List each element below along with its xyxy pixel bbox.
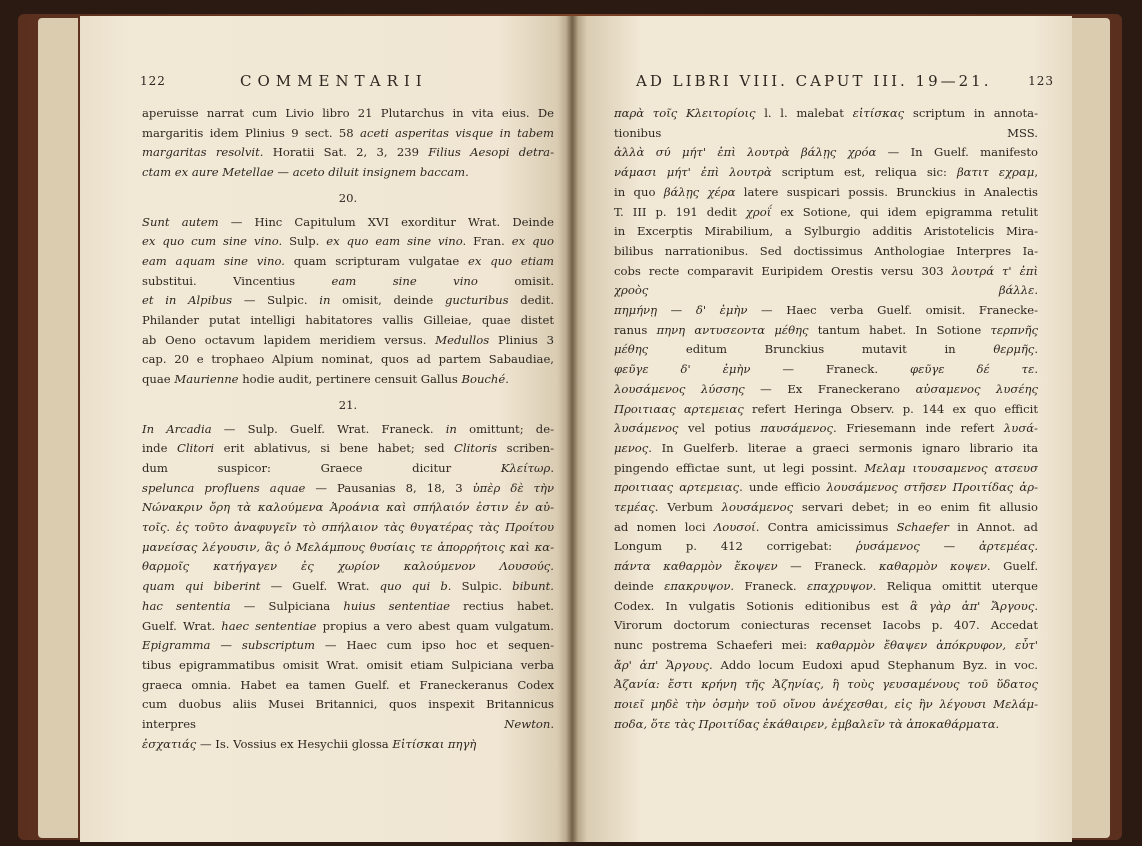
italic-text: εἰτίσκας — [852, 106, 905, 120]
text-line — [142, 163, 554, 183]
text-line — [142, 557, 554, 577]
roman-text: scriptum in annota- — [904, 106, 1038, 120]
text-line — [142, 597, 554, 617]
roman-text: servari debet; in eo enim fit allusio — [793, 500, 1038, 515]
text-line — [142, 370, 554, 390]
section-number — [142, 189, 554, 209]
left-page — [80, 16, 572, 842]
roman-text: substitui. Vincentius — [142, 273, 332, 288]
roman-text: dum suspicor: Graece dicitur — [142, 460, 501, 475]
italic-text: bibunt. — [512, 579, 554, 594]
italic-text: Μελαμ ιτουσαμενος ατσευσ — [864, 460, 1038, 475]
text-line — [142, 331, 554, 351]
text-line — [142, 735, 554, 755]
roman-text: hodie audit, pertinere censuit Gallus — [238, 372, 462, 387]
text-line — [614, 616, 1038, 636]
italic-text: φεῦγε δέ τε — [909, 362, 1035, 377]
text-line — [142, 420, 554, 440]
text-line — [142, 311, 554, 331]
roman-text: — Sulpic. — [232, 293, 320, 308]
italic-text: Λουσοί — [713, 519, 756, 534]
text-line — [142, 479, 554, 499]
roman-text: ad nomen loci — [614, 519, 714, 534]
roman-text: dedit. — [508, 293, 554, 308]
roman-text: Horatii Sat. 2, 3, 239 — [263, 145, 429, 160]
italic-text: in — [319, 293, 331, 308]
text-line — [614, 695, 1038, 715]
italic-text: ἄρ' ἀπ' Ἄργους — [614, 657, 709, 672]
text-line — [614, 597, 1038, 617]
roman-text: . In Guelferb. literae a graeci sermonis ignaro librario ita — [648, 440, 1038, 455]
text-line — [614, 459, 1038, 479]
text-line — [142, 577, 554, 597]
italic-text: Filius Aesopi detra- — [428, 145, 554, 160]
roman-text: . — [550, 460, 554, 475]
roman-text: latere suspicari possis. Brunckius in Analectis — [735, 184, 1038, 199]
text-line — [142, 538, 554, 558]
text-line — [614, 143, 1038, 163]
roman-text: Longum p. 412 corrigebat: — [614, 539, 856, 554]
roman-text: Hinc Capitulum XVI exorditur Wrat. Deinde — [242, 214, 554, 229]
roman-text: — Franeck. — [750, 362, 910, 377]
italic-text: ex quo etiam — [468, 253, 554, 268]
text-line — [614, 577, 1038, 597]
text-line — [142, 252, 554, 272]
text-line — [142, 617, 554, 637]
text-line — [142, 104, 554, 124]
roman-text: . unde efficio — [739, 480, 827, 495]
roman-text: 20. — [338, 190, 358, 205]
roman-text: . Guelf. — [986, 559, 1038, 574]
text-line — [614, 360, 1038, 380]
roman-text: , — [1034, 165, 1038, 180]
roman-text: ranus — [614, 322, 657, 337]
roman-text: . Friesemann inde refert — [832, 421, 1004, 436]
roman-text: . Reliqua omittit uterque — [872, 578, 1038, 593]
text-line — [614, 478, 1038, 498]
roman-text: omisit, deinde — [330, 293, 445, 308]
roman-text: . — [505, 372, 509, 387]
italic-text: Bouché — [461, 372, 506, 387]
text-line — [614, 537, 1038, 557]
roman-text: propius a vero abest quam vulgatum. — [316, 618, 554, 633]
italic-text: huius sententiae — [343, 598, 450, 613]
roman-text: cobs recte comparavit Euripidem Orestis versu 303 — [614, 263, 952, 278]
text-line — [614, 242, 1038, 262]
italic-text: επαχρυψον — [806, 578, 873, 593]
roman-text: cap. 20 e trophaeo Alpium nominat, quos ad partem Sabaudiae, — [142, 352, 554, 367]
text-line — [142, 676, 554, 696]
running-head: AD LIBRI VIII. CAPUT III. 19—21. — [636, 72, 992, 90]
roman-text: Codex. In vulgatis Sotionis editionibus est — [614, 598, 910, 613]
left-page-text — [142, 104, 554, 755]
text-line — [142, 291, 554, 311]
text-line — [142, 498, 554, 518]
italic-text: Κλείτωρ — [500, 460, 551, 475]
text-line — [142, 272, 554, 292]
text-line — [614, 400, 1038, 420]
italic-text: Clitoris — [454, 441, 498, 456]
roman-text: cum duobus aliis Musei Britannici, quos inspexit Britannicus — [142, 697, 554, 712]
italic-text: Ἀζανία: ἔστι κρήνη τῆς Ἀζηνίας, ἣ τοὺς γευσαμένους τοῦ ὕδατος — [614, 677, 1038, 692]
roman-text: refert Heringa Observ. p. 144 ex quo efficit — [743, 401, 1038, 416]
italic-text: gucturibus — [444, 293, 509, 308]
roman-text: 21. — [338, 397, 358, 412]
italic-text: τερπνῆς — [990, 322, 1038, 337]
text-line — [614, 340, 1038, 360]
italic-text: πάντα καθαρμὸν ἔκοψεν — [614, 559, 778, 574]
roman-text: Virorum doctorum coniecturas recenset Iacobs p. 407. Accedat — [614, 618, 1038, 633]
roman-text: rectius habet. — [450, 598, 554, 613]
roman-text: tantum habet. In Sotione — [808, 322, 991, 337]
italic-text: λουτρά τ' ἐπὶ — [951, 263, 1038, 278]
italic-text: ctam ex aure Metellae — aceto diluit insignem baccam. — [142, 165, 469, 180]
italic-text: spelunca profluens aquae — [142, 480, 306, 495]
roman-text: in Annot. ad — [948, 519, 1038, 534]
roman-text: margaritis idem Plinius 9 sect. 58 — [142, 125, 361, 140]
italic-text: Epigramma — subscriptum — [142, 638, 315, 653]
roman-text: — Haec cum ipso hoc et sequen- — [314, 638, 554, 653]
roman-text: . — [550, 717, 554, 732]
text-line — [142, 232, 554, 252]
right-page-text — [614, 104, 1038, 735]
italic-text: καθαρμὸν κοψεν — [878, 559, 987, 574]
roman-text: Sulp. — [282, 234, 327, 249]
italic-text: τεμέας — [614, 500, 655, 515]
italic-text: προιτιαας αρτεμειας — [614, 480, 740, 495]
roman-text: scriptum est, reliqua sic: — [771, 165, 957, 180]
italic-text: Εἰτίσκαι πηγὴ — [392, 736, 477, 751]
italic-text: μενος — [614, 440, 649, 455]
roman-text: vel potius — [678, 421, 761, 436]
roman-text: quam scripturam vulgatae — [284, 253, 469, 268]
italic-text: ῥυσάμενος — ἀρτεμέας — [855, 539, 1035, 554]
roman-text: Guelf. Wrat. — [142, 618, 222, 633]
italic-text: aceti asperitas visque in tabem — [360, 125, 554, 140]
page-number: 123 — [1028, 74, 1054, 88]
roman-text: . — [1034, 362, 1038, 377]
roman-text: . Addo locum Eudoxi apud Stephanum Byz. in voc. — [708, 657, 1038, 672]
italic-text: αὐσαμενος λυσέης — [915, 381, 1038, 396]
text-line — [614, 656, 1038, 676]
roman-text: inde — [142, 441, 177, 456]
text-line — [614, 419, 1038, 439]
italic-text: haec sententiae — [221, 618, 317, 633]
roman-text: — Sulpiciana — [230, 598, 344, 613]
roman-text: . Verbum — [654, 500, 722, 515]
text-line — [614, 380, 1038, 400]
italic-text: βατιτ εχραμ — [956, 165, 1035, 180]
text-line — [614, 321, 1038, 341]
roman-text: . — [1034, 598, 1038, 613]
italic-text: ὑπὲρ δὲ τὴν — [472, 480, 554, 495]
roman-text: in quo — [614, 184, 664, 199]
section-number — [142, 396, 554, 416]
roman-text: in Excerptis Mirabilium, a Sylburgio additis Aristotelicis Mira- — [614, 224, 1038, 239]
italic-text: in — [445, 421, 457, 436]
italic-text: Sunt autem — — [142, 214, 243, 229]
italic-text: καθαρμὸν ἔθαψεν ἀπόκρυφον, εὖτ' — [816, 637, 1038, 652]
text-line — [614, 636, 1038, 656]
italic-text: λυσά- — [1003, 421, 1038, 436]
italic-text: Newton — [504, 717, 551, 732]
roman-text: pingendo effictae sunt, ut legi possint. — [614, 460, 865, 475]
page-edges-left — [38, 18, 78, 838]
roman-text: tibus epigrammatibus omisit Wrat. omisit etiam Sulpiciana verba — [142, 657, 554, 672]
text-line — [614, 675, 1038, 695]
italic-text: quo qui b. — [379, 579, 452, 594]
italic-text: παρὰ τοῖς Κλειτορίοις — [614, 106, 756, 120]
italic-text: et in Alpibus — [142, 293, 233, 308]
text-line — [142, 439, 554, 459]
italic-text: hac sententia — [142, 598, 231, 613]
italic-text: margaritas resolvit. — [142, 145, 264, 160]
italic-text: χροΐ — [745, 204, 772, 219]
roman-text: aperuisse narrat cum Livio libro 21 Plutarchus in vita eius. De — [142, 106, 554, 120]
italic-text: λυσάμενος — [614, 421, 679, 436]
italic-text: ἀλλὰ σύ μήτ' ἐπὶ λουτρὰ βάλῃς χρόα — [614, 145, 877, 160]
roman-text: ex Sotione, qui idem epigramma retulit — [771, 204, 1038, 219]
roman-text: omittunt; de- — [456, 421, 554, 436]
roman-text: Sulpic. — [451, 579, 513, 594]
italic-text: Medullos — [435, 332, 490, 347]
text-line — [614, 301, 1038, 321]
italic-text: ex quo eam sine vino. — [326, 234, 467, 249]
right-page — [572, 16, 1072, 842]
roman-text: — Is. Vossius ex Hesychii glossa — [196, 736, 393, 751]
text-line — [614, 439, 1038, 459]
roman-text: — Sulp. Guelf. Wrat. Franeck. — [211, 421, 446, 436]
page-edges-right — [1072, 18, 1110, 838]
text-line — [614, 262, 1038, 282]
italic-text: ex quo cum sine vino. — [142, 234, 283, 249]
roman-text: editum Brunckius mutavit in — [648, 342, 994, 357]
italic-text: ἐσχατιάς — [142, 736, 197, 751]
italic-text: λουσάμενος — [721, 500, 794, 515]
roman-text: erit ablativus, si bene habet; sed — [214, 441, 454, 456]
roman-text: scriben- — [497, 441, 554, 456]
roman-text: — In Guelf. manifesto — [876, 145, 1038, 160]
italic-text: επακρυψον — [664, 578, 731, 593]
roman-text: T. III p. 191 dedit — [614, 204, 746, 219]
roman-text: nunc postrema Schaeferi mei: — [614, 637, 817, 652]
text-line — [614, 183, 1038, 203]
text-line — [614, 203, 1038, 223]
roman-text: . — [1034, 342, 1038, 357]
italic-text: Clitori — [176, 441, 215, 456]
text-line — [142, 124, 554, 144]
roman-text: l. l. malebat — [755, 106, 853, 120]
roman-text: — Pausanias 8, 18, 3 — [305, 480, 473, 495]
roman-text: Plinius 3 — [489, 332, 554, 347]
italic-text: ex quo — [511, 234, 554, 249]
italic-text: In Arcadia — [142, 421, 212, 436]
roman-text: quae — [142, 372, 175, 387]
text-line — [142, 518, 554, 538]
text-line — [614, 557, 1038, 577]
italic-text: τοῖς. ἐς τοῦτο ἀναφυγεῖν τὸ σπήλαιον τὰς θυγατέρας τὰς Προίτου — [142, 520, 554, 535]
italic-text: ποιεῖ μηδὲ τὴν ὀσμὴν τοῦ οἴνου ἀνέχεσθαι, εἰς ἣν λέγουσι Μελάμ- — [614, 697, 1038, 712]
text-line — [142, 715, 554, 735]
text-line — [614, 104, 1038, 124]
text-line — [614, 222, 1038, 242]
italic-text: θαρμοῖς κατήγαγεν ἐς χωρίον καλούμενον Λουσούς. — [142, 559, 554, 574]
roman-text: — Ex Franeckerano — [744, 381, 916, 396]
roman-text: ab Oeno octavum lapidem meridiem versus. — [142, 332, 436, 347]
roman-text: tionibus MSS. — [614, 125, 1038, 140]
text-line — [614, 281, 1038, 301]
italic-text: quam qui biberint — [142, 579, 261, 594]
text-line — [142, 143, 554, 163]
roman-text: . Franeck. — [730, 578, 807, 593]
text-line — [142, 213, 554, 233]
roman-text: — Franeck. — [777, 559, 879, 574]
roman-text: Fran. — [466, 234, 512, 249]
book-gutter — [566, 16, 578, 842]
roman-text: interpres — [142, 717, 505, 732]
roman-text: Philander putat intelligi habitatores vallis Gilleiae, quae distet — [142, 313, 554, 328]
roman-text: bilibus narrationibus. Sed doctissimus Anthologiae Interpres Ia- — [614, 243, 1038, 258]
text-line — [614, 518, 1038, 538]
roman-text: graeca omnia. Habet ea tamen Guelf. et Franeckeranus Codex — [142, 677, 554, 692]
italic-text: παυσάμενος — [760, 421, 833, 436]
text-line — [142, 695, 554, 715]
roman-text: omisit. — [477, 273, 554, 288]
text-line — [614, 498, 1038, 518]
italic-text: Schaefer — [896, 519, 949, 534]
italic-text: ἃ γὰρ ἀπ' Ἄργους — [910, 598, 1035, 613]
italic-text: βάλῃς χέρα — [663, 184, 736, 199]
italic-text: Maurienne — [174, 372, 239, 387]
roman-text: — Haec verba Guelf. omisit. Franecke- — [747, 303, 1038, 318]
page-number: 122 — [140, 74, 166, 88]
italic-text: μέθης — [614, 342, 649, 357]
text-line — [142, 350, 554, 370]
italic-text: χροὸς βάλλε — [614, 283, 1035, 298]
roman-text: . — [1034, 539, 1038, 554]
running-head: COMMENTARII — [240, 72, 428, 90]
italic-text: θερμῆς — [993, 342, 1035, 357]
italic-text: ποδα, ὅτε τὰς Προιτίδας ἐκάθαιρεν, ἐμβαλεῖν τὰ ἀποκαθάρματα. — [614, 716, 1000, 731]
italic-text: Προιτιαας αρτεμειας — [614, 401, 744, 416]
italic-text: λουσάμενος στῆσεν Προιτίδας ἀρ- — [826, 480, 1038, 495]
italic-text: πημήνῃ — δ' ἐμὴν — [614, 303, 748, 318]
text-line — [142, 636, 554, 656]
italic-text: μανείσας λέγουσιν, ἃς ὁ Μελάμπους θυσίαις τε ἀπορρήτοις καὶ κα- — [142, 539, 554, 554]
roman-text: . Contra amicissimus — [755, 519, 897, 534]
text-line — [142, 656, 554, 676]
roman-text: — Guelf. Wrat. — [260, 579, 380, 594]
italic-text: πηνη αντυσεοντα μέθης — [656, 322, 809, 337]
text-line — [614, 124, 1038, 144]
text-line — [614, 163, 1038, 183]
italic-text: eam aquam sine vino. — [142, 253, 285, 268]
roman-text: . — [1034, 283, 1038, 298]
italic-text: λουσάμενος λύσσης — [614, 381, 745, 396]
italic-text: φεῦγε δ' ἐμὴν — [614, 362, 751, 377]
roman-text: deinde — [614, 578, 665, 593]
italic-text: Νώνακριν ὄρη τὰ καλούμενα Ἀροάνια καὶ σπήλαιόν ἐστιν ἐν αὐ- — [142, 500, 554, 515]
italic-text: eam sine vino — [331, 273, 478, 288]
text-line — [142, 459, 554, 479]
text-line — [614, 715, 1038, 735]
italic-text: νάμασι μήτ' ἐπὶ λουτρὰ — [614, 165, 772, 180]
